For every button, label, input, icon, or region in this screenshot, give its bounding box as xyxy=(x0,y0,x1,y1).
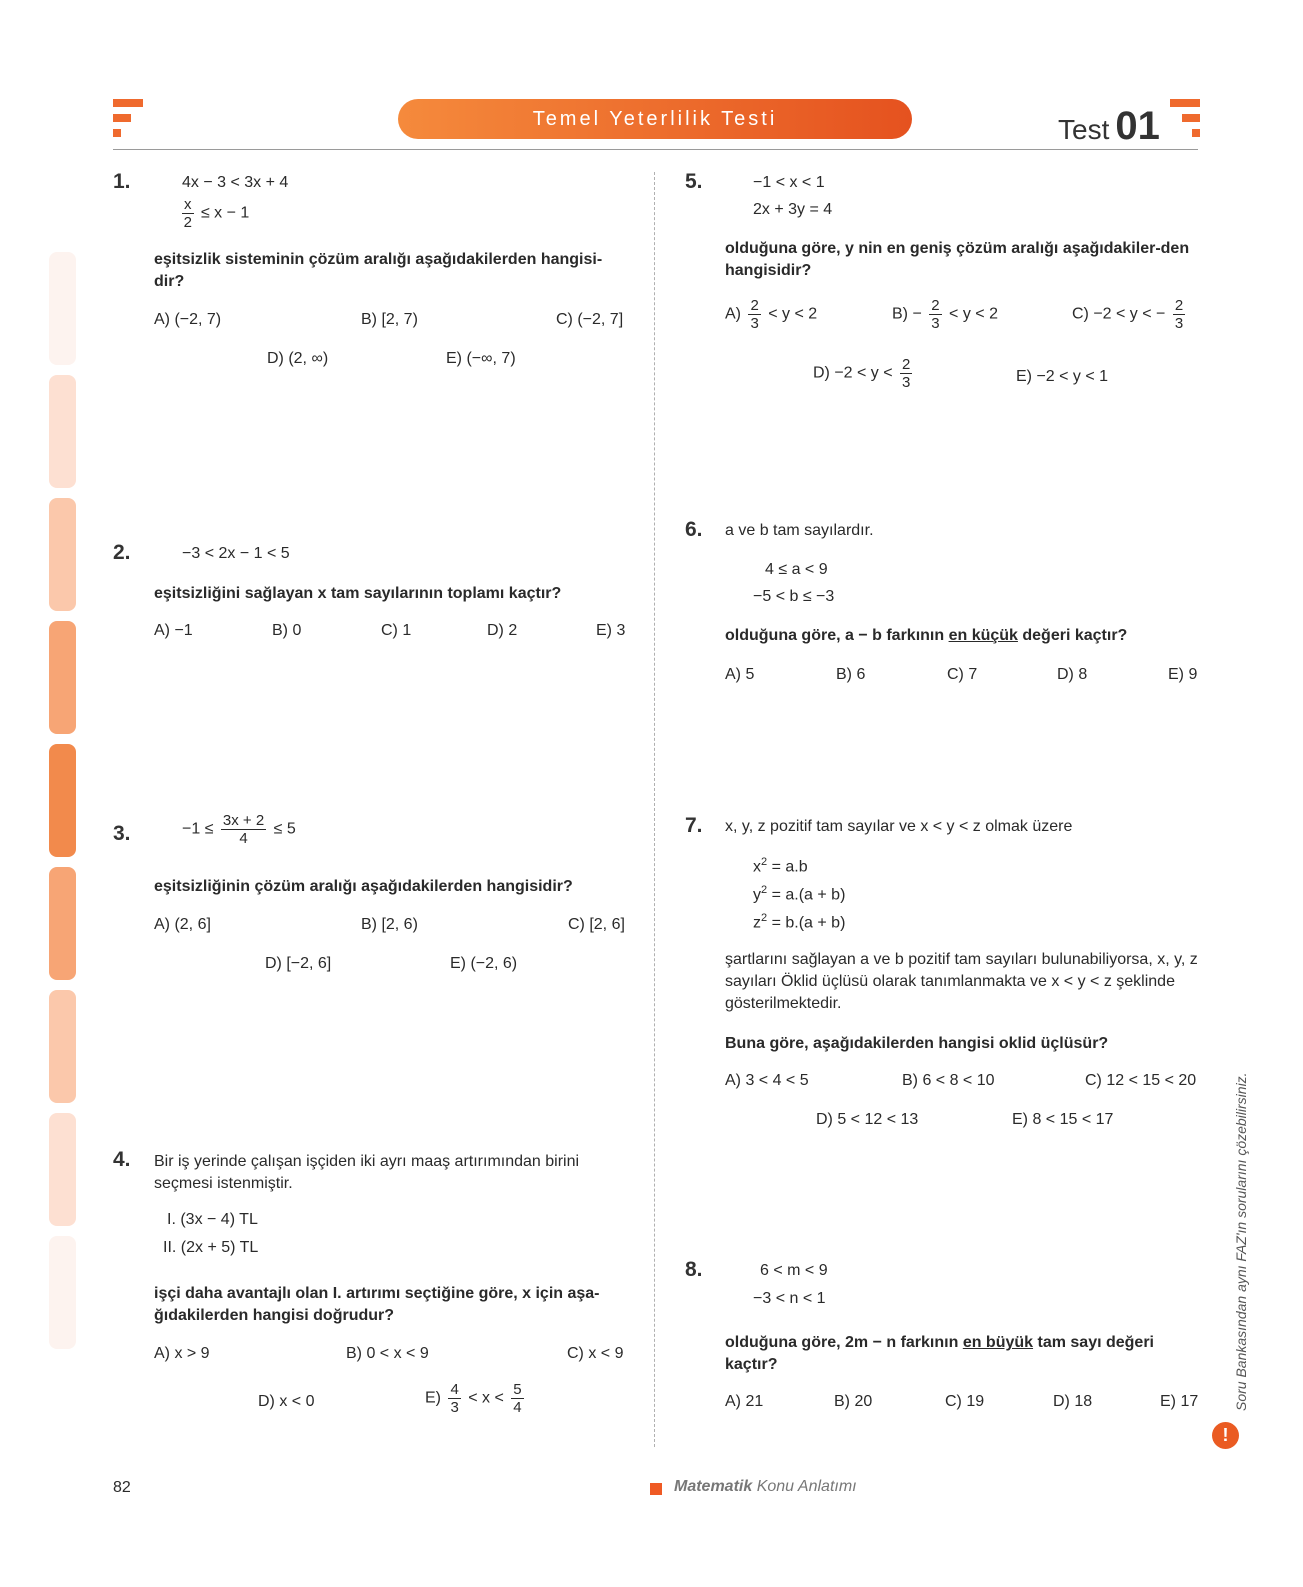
option-d[interactable]: D) 2 xyxy=(487,622,518,639)
option-d[interactable]: D) (2, ∞) xyxy=(267,350,329,367)
side-tab xyxy=(49,1113,76,1226)
side-tab xyxy=(49,744,76,857)
stem-part: tam sayı değeri kaçtır? xyxy=(725,1334,1154,1373)
option-e[interactable]: E) 3 xyxy=(596,622,626,639)
page-number: 82 xyxy=(113,1479,131,1496)
option-rest: < y < 2 xyxy=(949,305,998,323)
question-paragraph: şartlarını sağlayan a ve b pozitif tam sayıları bulunabiliyorsa, x, y, z sayıları Öklid üçlüsü olarak tanımlanmakta ve x < y < z şeklinde gösterilmektedir. xyxy=(725,951,1198,1012)
question-stem: olduğuna göre, y nin en geniş çözüm aralığı aşağıdakiler-den hangisidir? xyxy=(725,240,1190,279)
fraction-denominator: 3 xyxy=(750,315,759,332)
fraction-denominator: 3 xyxy=(450,1399,459,1416)
var: y xyxy=(753,886,761,904)
option-d[interactable]: D) [−2, 6] xyxy=(265,955,332,972)
option-a[interactable]: A) x > 9 xyxy=(154,1345,210,1362)
stem-emphasis: en büyük xyxy=(962,1334,1034,1351)
fraction-denominator: 4 xyxy=(513,1399,522,1416)
question-intro: x, y, z pozitif tam sayılar ve x < y < z olmak üzere xyxy=(725,818,1073,835)
option-b[interactable]: B) 0 < x < 9 xyxy=(346,1345,429,1362)
option-d[interactable]: D) x < 0 xyxy=(258,1393,315,1410)
option-b[interactable]: B) [2, 6) xyxy=(361,916,418,933)
book-title xyxy=(674,1478,857,1496)
inequality-post: ≤ 5 xyxy=(273,820,296,838)
option-a[interactable]: A) (2, 6] xyxy=(154,916,211,933)
question-number: 5. xyxy=(685,170,703,193)
option-e[interactable]: E) 8 < 15 < 17 xyxy=(1012,1111,1114,1128)
option-e[interactable] xyxy=(425,1381,527,1416)
var: x xyxy=(753,858,761,876)
header-title: Temel Yeterlilik Testi xyxy=(398,99,912,139)
fraction-denominator: 3 xyxy=(902,374,911,391)
option-a[interactable]: A) 3 < 4 < 5 xyxy=(725,1072,809,1089)
side-tab xyxy=(49,498,76,611)
option-c[interactable]: C) [2, 6] xyxy=(568,916,625,933)
side-tab xyxy=(49,990,76,1103)
question-stem xyxy=(725,625,1200,647)
option-c[interactable]: C) x < 9 xyxy=(567,1345,624,1362)
option-d[interactable]: D) 5 < 12 < 13 xyxy=(816,1111,919,1128)
header-rule xyxy=(113,149,1198,150)
option-e[interactable]: E) (−2, 6) xyxy=(450,955,518,972)
option-middle: < x < xyxy=(468,1389,504,1407)
option-c[interactable]: C) 19 xyxy=(945,1393,985,1410)
list-item: I. (3x − 4) TL xyxy=(167,1211,258,1228)
option-e[interactable]: E) (−∞, 7) xyxy=(446,350,516,367)
fraction-numerator: x xyxy=(184,196,192,213)
question-number: 1. xyxy=(113,170,131,193)
equation-rest: = b.(a + b) xyxy=(767,914,846,932)
option-b[interactable] xyxy=(892,297,998,332)
option-e[interactable]: E) 17 xyxy=(1160,1393,1199,1410)
fraction-denominator: 2 xyxy=(183,214,192,231)
option-c[interactable]: C) 1 xyxy=(381,622,412,639)
option-label: C) −2 < y < − xyxy=(1072,305,1166,323)
inequality-pre: −1 ≤ xyxy=(182,820,214,838)
side-tab xyxy=(49,1236,76,1349)
question-stem: eşitsizliğinin çözüm aralığı aşağıdakilerden hangisidir? xyxy=(154,878,573,895)
exponent: 2 xyxy=(761,856,768,868)
option-e[interactable]: E) 9 xyxy=(1168,666,1198,683)
fraction-numerator: 3x + 2 xyxy=(222,812,265,829)
question-intro: a ve b tam sayılardır. xyxy=(725,522,874,539)
option-a[interactable]: A) 5 xyxy=(725,666,755,683)
exponent: 2 xyxy=(761,912,768,924)
question-stem: işçi daha avantajlı olan I. artırımı seçtiğine göre, x için aşa-ğıdakilerden hangisi doğrudur? xyxy=(154,1285,600,1324)
fraction-denominator: 4 xyxy=(239,830,248,847)
equation-rest: = a.b xyxy=(767,858,808,876)
equation-line xyxy=(753,912,845,932)
option-label: E) xyxy=(425,1389,441,1407)
equation-line xyxy=(753,856,808,876)
option-b[interactable]: B) 6 xyxy=(836,666,866,683)
side-tab xyxy=(49,621,76,734)
fraction-numerator: 2 xyxy=(902,356,911,373)
stem-part: olduğuna göre, 2m − n farkının xyxy=(725,1334,963,1351)
question-number: 7. xyxy=(685,814,703,837)
side-tab xyxy=(49,252,76,365)
stem-part: değeri kaçtır? xyxy=(1017,627,1128,644)
question-stem: Buna göre, aşağıdakilerden hangisi oklid üçlüsür? xyxy=(725,1035,1109,1052)
inequality-line xyxy=(182,196,249,231)
footer-square-icon xyxy=(650,1483,662,1495)
inequality-line xyxy=(182,812,296,847)
option-rest: < y < 2 xyxy=(768,305,818,323)
option-c[interactable]: C) 12 < 15 < 20 xyxy=(1085,1072,1197,1089)
exclamation-icon: ! xyxy=(1212,1422,1239,1449)
option-a[interactable]: A) 21 xyxy=(725,1393,764,1410)
question-number: 3. xyxy=(113,822,131,845)
inequality-line: 4x − 3 < 3x + 4 xyxy=(182,174,289,191)
exponent: 2 xyxy=(761,884,768,896)
inequality-line: −3 < 2x − 1 < 5 xyxy=(182,545,290,562)
equation-rest: = a.(a + b) xyxy=(767,886,846,904)
fraction-numerator: 2 xyxy=(750,297,759,314)
option-d[interactable]: D) 8 xyxy=(1057,666,1088,683)
fraction-denominator: 3 xyxy=(1174,315,1184,332)
question-stem: eşitsizlik sisteminin çözüm aralığı aşağıdakilerden hangisi-dir? xyxy=(154,251,603,290)
option-c[interactable] xyxy=(1072,297,1188,332)
option-c[interactable]: C) (−2, 7] xyxy=(556,311,624,328)
question-number: 8. xyxy=(685,1258,703,1281)
equation-line xyxy=(753,884,845,904)
question-stem: eşitsizliğini sağlayan x tam sayılarının toplamı kaçtır? xyxy=(154,585,562,602)
option-b[interactable]: B) 0 xyxy=(272,622,302,639)
test-number: 01 xyxy=(1115,104,1160,148)
option-e[interactable]: E) −2 < y < 1 xyxy=(1016,368,1109,385)
stem-part: olduğuna göre, a − b farkının xyxy=(725,627,949,644)
question-number: 2. xyxy=(113,541,131,564)
inequality-line: −3 < n < 1 xyxy=(753,1290,826,1307)
stem-emphasis: en küçük xyxy=(948,627,1018,644)
option-c[interactable]: C) 7 xyxy=(947,666,978,683)
side-tab xyxy=(49,867,76,980)
test-label xyxy=(1058,104,1160,149)
option-label: D) −2 < y < xyxy=(813,364,893,382)
inequality-line: 6 < m < 9 xyxy=(760,1262,828,1279)
fraction-numerator: 2 xyxy=(931,297,940,314)
inequality-rest: ≤ x − 1 xyxy=(200,204,250,222)
option-a[interactable]: A) −1 xyxy=(154,622,193,639)
option-b[interactable]: B) 6 < 8 < 10 xyxy=(902,1072,995,1089)
inequality-line: −5 < b ≤ −3 xyxy=(753,588,835,605)
option-label: A) xyxy=(725,305,741,323)
option-b[interactable]: B) [2, 7) xyxy=(361,311,418,328)
option-a[interactable]: A) (−2, 7) xyxy=(154,311,222,328)
inequality-line: 4 ≤ a < 9 xyxy=(765,561,828,578)
option-d[interactable] xyxy=(813,356,915,391)
list-item: II. (2x + 5) TL xyxy=(163,1239,259,1256)
fraction-denominator: 3 xyxy=(931,315,940,332)
fraction-numerator: 5 xyxy=(513,1381,522,1398)
side-note: Soru Bankasından aynı FAZ'ın sorularını çözebilirsiniz. xyxy=(1233,1072,1249,1411)
var: z xyxy=(753,914,761,932)
test-word: Test xyxy=(1058,114,1110,145)
question-number: 6. xyxy=(685,518,703,541)
inequality-line: −1 < x < 1 xyxy=(753,174,825,191)
question-stem xyxy=(725,1332,1200,1376)
question-number: 4. xyxy=(113,1148,131,1171)
option-a[interactable] xyxy=(725,297,817,332)
fraction-numerator: 2 xyxy=(1174,297,1184,314)
option-b[interactable]: B) 20 xyxy=(834,1393,873,1410)
column-divider xyxy=(654,172,655,1447)
question-intro: Bir iş yerinde çalışan işçiden iki ayrı maaş artırımından birini seçmesi istenmiştir. xyxy=(154,1153,580,1192)
fraction-numerator: 4 xyxy=(450,1381,459,1398)
book-title-rest: Konu Anlatımı xyxy=(756,1478,857,1495)
side-tab xyxy=(49,375,76,488)
book-title-bold: Matematik xyxy=(674,1478,753,1495)
equation-line: 2x + 3y = 4 xyxy=(753,201,833,218)
option-d[interactable]: D) 18 xyxy=(1053,1393,1093,1410)
option-label: B) − xyxy=(892,305,922,323)
